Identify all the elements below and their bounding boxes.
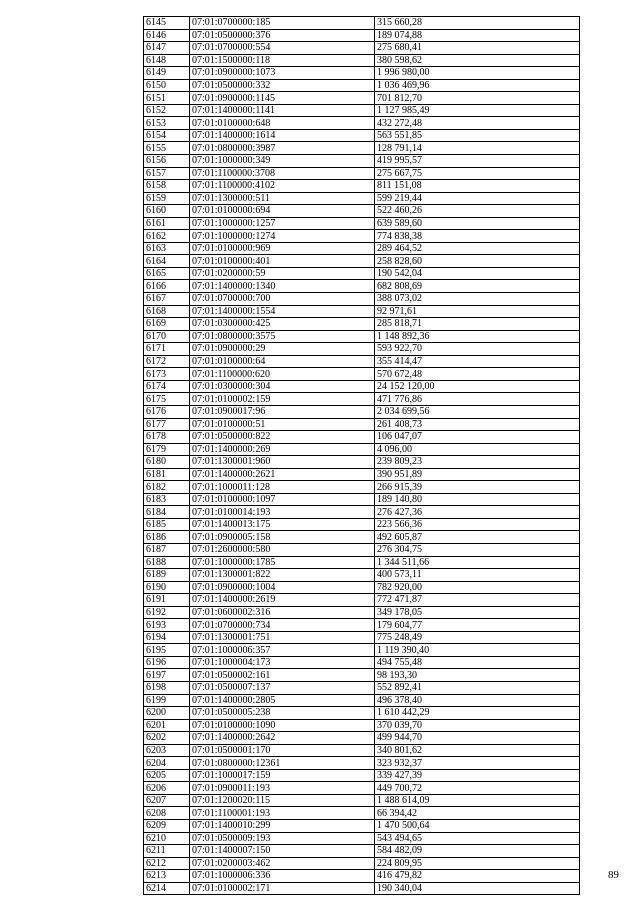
cadastral-number-cell: 07:01:0900000:29 — [190, 343, 375, 356]
cadastral-value-cell: 593 922,70 — [375, 343, 580, 356]
table-row — [144, 631, 580, 644]
table-row — [144, 355, 580, 368]
cadastral-value-cell: 275 680,41 — [375, 42, 580, 55]
cadastral-value-cell: 1 148 892,36 — [375, 330, 580, 343]
cadastral-value-table — [143, 16, 580, 895]
cadastral-number-cell: 07:01:1100000:4102 — [190, 180, 375, 193]
cadastral-number-cell: 07:01:0900000:1145 — [190, 92, 375, 105]
cadastral-value-cell: 224 809,95 — [375, 857, 580, 870]
cadastral-value-cell: 1 996 980,00 — [375, 67, 580, 80]
row-number-cell: 6165 — [144, 267, 190, 280]
cadastral-number-cell: 07:01:0500000:822 — [190, 431, 375, 444]
cadastral-value-cell: 563 551,85 — [375, 129, 580, 142]
row-number-cell: 6161 — [144, 217, 190, 230]
row-number-cell: 6190 — [144, 581, 190, 594]
cadastral-value-cell: 189 140,80 — [375, 493, 580, 506]
cadastral-number-cell: 07:01:1400013:175 — [190, 518, 375, 531]
cadastral-value-cell: 190 340,04 — [375, 882, 580, 895]
table-row — [144, 594, 580, 607]
cadastral-value-cell: 128 791,14 — [375, 142, 580, 155]
table-row — [144, 769, 580, 782]
table-row — [144, 882, 580, 895]
cadastral-value-cell: 276 427,36 — [375, 506, 580, 519]
cadastral-number-cell: 07:01:1300001:751 — [190, 631, 375, 644]
table-row — [144, 619, 580, 632]
cadastral-value-cell: 92 971,61 — [375, 305, 580, 318]
row-number-cell: 6179 — [144, 443, 190, 456]
cadastral-number-cell: 07:01:0700000:554 — [190, 42, 375, 55]
row-number-cell: 6184 — [144, 506, 190, 519]
row-number-cell: 6175 — [144, 393, 190, 406]
cadastral-value-cell: 772 471,87 — [375, 594, 580, 607]
cadastral-value-cell: 2 034 699,56 — [375, 405, 580, 418]
table-row — [144, 481, 580, 494]
row-number-cell: 6189 — [144, 569, 190, 582]
cadastral-number-cell: 07:01:0200003:462 — [190, 857, 375, 870]
cadastral-number-cell: 07:01:0500009:193 — [190, 832, 375, 845]
cadastral-number-cell: 07:01:1400000:2642 — [190, 732, 375, 745]
table-row — [144, 242, 580, 255]
cadastral-value-cell: 811 151,08 — [375, 180, 580, 193]
table-row — [144, 54, 580, 67]
cadastral-value-cell: 98 193,30 — [375, 669, 580, 682]
table-row — [144, 518, 580, 531]
table-row — [144, 744, 580, 757]
row-number-cell: 6150 — [144, 79, 190, 92]
row-number-cell: 6173 — [144, 368, 190, 381]
cadastral-number-cell: 07:01:2600000:580 — [190, 543, 375, 556]
cadastral-number-cell: 07:01:0500000:376 — [190, 29, 375, 42]
row-number-cell: 6163 — [144, 242, 190, 255]
row-number-cell: 6178 — [144, 431, 190, 444]
cadastral-number-cell: 07:01:0500000:332 — [190, 79, 375, 92]
cadastral-value-cell: 179 604,77 — [375, 619, 580, 632]
cadastral-number-cell: 07:01:1400007:150 — [190, 845, 375, 858]
table-row — [144, 343, 580, 356]
cadastral-number-cell: 07:01:1200020:115 — [190, 794, 375, 807]
row-number-cell: 6166 — [144, 280, 190, 293]
row-number-cell: 6194 — [144, 631, 190, 644]
row-number-cell: 6200 — [144, 707, 190, 720]
cadastral-value-cell: 276 304,75 — [375, 543, 580, 556]
table-row — [144, 267, 580, 280]
row-number-cell: 6207 — [144, 794, 190, 807]
cadastral-number-cell: 07:01:1400000:2805 — [190, 694, 375, 707]
row-number-cell: 6187 — [144, 543, 190, 556]
row-number-cell: 6146 — [144, 29, 190, 42]
cadastral-number-cell: 07:01:0100002:171 — [190, 882, 375, 895]
cadastral-number-cell: 07:01:1100000:3708 — [190, 167, 375, 180]
cadastral-number-cell: 07:01:0700000:734 — [190, 619, 375, 632]
cadastral-value-cell: 494 755,48 — [375, 656, 580, 669]
cadastral-number-cell: 07:01:0300000:425 — [190, 318, 375, 331]
table-row — [144, 79, 580, 92]
cadastral-value-cell: 471 776,86 — [375, 393, 580, 406]
cadastral-value-cell: 390 951,89 — [375, 468, 580, 481]
row-number-cell: 6191 — [144, 594, 190, 607]
cadastral-number-cell: 07:01:0800000:12361 — [190, 757, 375, 770]
table-row — [144, 531, 580, 544]
table-row — [144, 431, 580, 444]
cadastral-number-cell: 07:01:1100000:620 — [190, 368, 375, 381]
cadastral-number-cell: 07:01:0500002:161 — [190, 669, 375, 682]
table-row — [144, 29, 580, 42]
cadastral-value-cell: 682 808,69 — [375, 280, 580, 293]
table-row — [144, 368, 580, 381]
page-number: 89 — [608, 869, 619, 881]
row-number-cell: 6202 — [144, 732, 190, 745]
cadastral-value-cell: 552 892,41 — [375, 681, 580, 694]
table-row — [144, 42, 580, 55]
cadastral-number-cell: 07:01:0100000:1090 — [190, 719, 375, 732]
row-number-cell: 6167 — [144, 293, 190, 306]
row-number-cell: 6147 — [144, 42, 190, 55]
row-number-cell: 6154 — [144, 129, 190, 142]
table-row — [144, 832, 580, 845]
cadastral-number-cell: 07:01:1000006:336 — [190, 870, 375, 883]
cadastral-value-cell: 223 566,36 — [375, 518, 580, 531]
table-row — [144, 782, 580, 795]
table-row — [144, 305, 580, 318]
row-number-cell: 6185 — [144, 518, 190, 531]
row-number-cell: 6176 — [144, 405, 190, 418]
table-row — [144, 393, 580, 406]
table-row — [144, 17, 580, 30]
cadastral-number-cell: 07:01:1100001:193 — [190, 807, 375, 820]
table-row — [144, 293, 580, 306]
table-row — [144, 857, 580, 870]
table-row — [144, 820, 580, 833]
table-body — [144, 17, 580, 895]
row-number-cell: 6157 — [144, 167, 190, 180]
cadastral-value-cell: 315 660,28 — [375, 17, 580, 30]
row-number-cell: 6203 — [144, 744, 190, 757]
cadastral-number-cell: 07:01:0100014:193 — [190, 506, 375, 519]
row-number-cell: 6174 — [144, 380, 190, 393]
cadastral-value-cell: 106 047,07 — [375, 431, 580, 444]
cadastral-number-cell: 07:01:0100000:51 — [190, 418, 375, 431]
table-row — [144, 794, 580, 807]
row-number-cell: 6151 — [144, 92, 190, 105]
row-number-cell: 6169 — [144, 318, 190, 331]
table-row — [144, 280, 580, 293]
row-number-cell: 6149 — [144, 67, 190, 80]
row-number-cell: 6162 — [144, 230, 190, 243]
row-number-cell: 6212 — [144, 857, 190, 870]
table-row — [144, 117, 580, 130]
row-number-cell: 6181 — [144, 468, 190, 481]
row-number-cell: 6153 — [144, 117, 190, 130]
cadastral-number-cell: 07:01:0700000:185 — [190, 17, 375, 30]
cadastral-value-cell: 1 127 985,49 — [375, 104, 580, 117]
cadastral-number-cell: 07:01:0100000:648 — [190, 117, 375, 130]
cadastral-value-cell: 323 932,37 — [375, 757, 580, 770]
row-number-cell: 6183 — [144, 493, 190, 506]
cadastral-value-cell: 380 598,62 — [375, 54, 580, 67]
cadastral-value-cell: 522 460,26 — [375, 205, 580, 218]
cadastral-value-cell: 349 178,05 — [375, 606, 580, 619]
table-row — [144, 167, 580, 180]
table-row — [144, 870, 580, 883]
table-row — [144, 380, 580, 393]
table-row — [144, 543, 580, 556]
table-row — [144, 129, 580, 142]
row-number-cell: 6211 — [144, 845, 190, 858]
cadastral-number-cell: 07:01:0100002:159 — [190, 393, 375, 406]
cadastral-value-cell: 4 096,00 — [375, 443, 580, 456]
cadastral-number-cell: 07:01:1000011:128 — [190, 481, 375, 494]
cadastral-value-cell: 1 488 614,09 — [375, 794, 580, 807]
cadastral-number-cell: 07:01:0100000:969 — [190, 242, 375, 255]
cadastral-number-cell: 07:01:1000000:349 — [190, 155, 375, 168]
table-row — [144, 67, 580, 80]
cadastral-number-cell: 07:01:0500005:238 — [190, 707, 375, 720]
row-number-cell: 6170 — [144, 330, 190, 343]
table-row — [144, 656, 580, 669]
row-number-cell: 6171 — [144, 343, 190, 356]
cadastral-value-cell: 584 482,09 — [375, 845, 580, 858]
cadastral-value-cell: 775 248,49 — [375, 631, 580, 644]
table-row — [144, 418, 580, 431]
row-number-cell: 6158 — [144, 180, 190, 193]
cadastral-value-cell: 1 610 442,29 — [375, 707, 580, 720]
table-row — [144, 456, 580, 469]
row-number-cell: 6193 — [144, 619, 190, 632]
cadastral-value-cell: 261 408,73 — [375, 418, 580, 431]
cadastral-value-cell: 24 152 120,00 — [375, 380, 580, 393]
row-number-cell: 6148 — [144, 54, 190, 67]
row-number-cell: 6145 — [144, 17, 190, 30]
row-number-cell: 6182 — [144, 481, 190, 494]
cadastral-number-cell: 07:01:1000006:357 — [190, 644, 375, 657]
cadastral-value-cell: 449 700,72 — [375, 782, 580, 795]
table-row — [144, 142, 580, 155]
cadastral-value-cell: 599 219,44 — [375, 192, 580, 205]
table-row — [144, 255, 580, 268]
cadastral-value-cell: 701 812,70 — [375, 92, 580, 105]
cadastral-number-cell: 07:01:0900005:158 — [190, 531, 375, 544]
row-number-cell: 6206 — [144, 782, 190, 795]
table-row — [144, 732, 580, 745]
table-row — [144, 155, 580, 168]
table-row — [144, 493, 580, 506]
cadastral-value-cell: 639 589,60 — [375, 217, 580, 230]
cadastral-number-cell: 07:01:0500001:170 — [190, 744, 375, 757]
row-number-cell: 6198 — [144, 681, 190, 694]
table-row — [144, 719, 580, 732]
row-number-cell: 6208 — [144, 807, 190, 820]
row-number-cell: 6209 — [144, 820, 190, 833]
cadastral-value-cell: 285 818,71 — [375, 318, 580, 331]
cadastral-value-cell: 275 667,75 — [375, 167, 580, 180]
table-row — [144, 669, 580, 682]
cadastral-value-cell: 782 920,00 — [375, 581, 580, 594]
cadastral-number-cell: 07:01:1000000:1257 — [190, 217, 375, 230]
cadastral-value-cell: 570 672,48 — [375, 368, 580, 381]
cadastral-number-cell: 07:01:1400010:299 — [190, 820, 375, 833]
table-row — [144, 217, 580, 230]
cadastral-number-cell: 07:01:1400000:269 — [190, 443, 375, 456]
row-number-cell: 6164 — [144, 255, 190, 268]
row-number-cell: 6155 — [144, 142, 190, 155]
row-number-cell: 6210 — [144, 832, 190, 845]
table-row — [144, 694, 580, 707]
row-number-cell: 6159 — [144, 192, 190, 205]
cadastral-number-cell: 07:01:0100000:401 — [190, 255, 375, 268]
cadastral-number-cell: 07:01:0100000:694 — [190, 205, 375, 218]
cadastral-number-cell: 07:01:0300000:304 — [190, 380, 375, 393]
cadastral-number-cell: 07:01:1300001:960 — [190, 456, 375, 469]
cadastral-value-cell: 370 039,70 — [375, 719, 580, 732]
cadastral-value-cell: 339 427,39 — [375, 769, 580, 782]
row-number-cell: 6196 — [144, 656, 190, 669]
cadastral-number-cell: 07:01:1500000:118 — [190, 54, 375, 67]
row-number-cell: 6205 — [144, 769, 190, 782]
cadastral-value-cell: 388 073,02 — [375, 293, 580, 306]
table-row — [144, 707, 580, 720]
cadastral-number-cell: 07:01:0900000:1073 — [190, 67, 375, 80]
cadastral-number-cell: 07:01:1300000:511 — [190, 192, 375, 205]
cadastral-number-cell: 07:01:1400000:1141 — [190, 104, 375, 117]
table-row — [144, 569, 580, 582]
cadastral-number-cell: 07:01:1000000:1785 — [190, 556, 375, 569]
cadastral-number-cell: 07:01:1400000:2621 — [190, 468, 375, 481]
table-row — [144, 757, 580, 770]
row-number-cell: 6201 — [144, 719, 190, 732]
cadastral-number-cell: 07:01:1400000:2619 — [190, 594, 375, 607]
row-number-cell: 6160 — [144, 205, 190, 218]
cadastral-number-cell: 07:01:1400000:1614 — [190, 129, 375, 142]
cadastral-number-cell: 07:01:0600002:316 — [190, 606, 375, 619]
table-row — [144, 845, 580, 858]
cadastral-value-cell: 1 344 511,66 — [375, 556, 580, 569]
table-row — [144, 205, 580, 218]
cadastral-value-cell: 1 470 500,64 — [375, 820, 580, 833]
cadastral-value-cell: 355 414,47 — [375, 355, 580, 368]
table-row — [144, 230, 580, 243]
table-row — [144, 807, 580, 820]
cadastral-value-cell: 340 801,62 — [375, 744, 580, 757]
row-number-cell: 6180 — [144, 456, 190, 469]
table-row — [144, 92, 580, 105]
cadastral-value-cell: 1 036 469,96 — [375, 79, 580, 92]
row-number-cell: 6199 — [144, 694, 190, 707]
cadastral-value-cell: 416 479,82 — [375, 870, 580, 883]
cadastral-number-cell: 07:01:0100000:1097 — [190, 493, 375, 506]
cadastral-number-cell: 07:01:0200000:59 — [190, 267, 375, 280]
row-number-cell: 6172 — [144, 355, 190, 368]
cadastral-value-cell: 1 119 390,40 — [375, 644, 580, 657]
cadastral-value-cell: 419 995,57 — [375, 155, 580, 168]
cadastral-number-cell: 07:01:0900000:1004 — [190, 581, 375, 594]
cadastral-value-cell: 258 828,60 — [375, 255, 580, 268]
table-row — [144, 192, 580, 205]
cadastral-number-cell: 07:01:0800000:3987 — [190, 142, 375, 155]
table-row — [144, 581, 580, 594]
table-row — [144, 104, 580, 117]
table-row — [144, 405, 580, 418]
cadastral-number-cell: 07:01:0900011:193 — [190, 782, 375, 795]
cadastral-number-cell: 07:01:1300001:822 — [190, 569, 375, 582]
cadastral-number-cell: 07:01:1400000:1340 — [190, 280, 375, 293]
table-row — [144, 468, 580, 481]
cadastral-value-cell: 266 915,39 — [375, 481, 580, 494]
cadastral-number-cell: 07:01:1000000:1274 — [190, 230, 375, 243]
cadastral-number-cell: 07:01:0100000:64 — [190, 355, 375, 368]
cadastral-value-cell: 400 573,11 — [375, 569, 580, 582]
row-number-cell: 6168 — [144, 305, 190, 318]
cadastral-value-cell: 189 074,88 — [375, 29, 580, 42]
cadastral-value-cell: 543 494,65 — [375, 832, 580, 845]
table-row — [144, 330, 580, 343]
cadastral-number-cell: 07:01:0800000:3575 — [190, 330, 375, 343]
table-row — [144, 318, 580, 331]
table-row — [144, 443, 580, 456]
cadastral-value-cell: 499 944,70 — [375, 732, 580, 745]
row-number-cell: 6195 — [144, 644, 190, 657]
cadastral-value-cell: 190 542,04 — [375, 267, 580, 280]
row-number-cell: 6188 — [144, 556, 190, 569]
cadastral-number-cell: 07:01:0900017:96 — [190, 405, 375, 418]
cadastral-value-cell: 66 394,42 — [375, 807, 580, 820]
table-row — [144, 180, 580, 193]
cadastral-value-cell: 289 464,52 — [375, 242, 580, 255]
row-number-cell: 6177 — [144, 418, 190, 431]
cadastral-number-cell: 07:01:1000004:173 — [190, 656, 375, 669]
cadastral-value-cell: 239 809,23 — [375, 456, 580, 469]
row-number-cell: 6186 — [144, 531, 190, 544]
cadastral-number-cell: 07:01:0500007:137 — [190, 681, 375, 694]
table-row — [144, 556, 580, 569]
row-number-cell: 6156 — [144, 155, 190, 168]
row-number-cell: 6204 — [144, 757, 190, 770]
table-row — [144, 681, 580, 694]
cadastral-number-cell: 07:01:1400000:1554 — [190, 305, 375, 318]
table-row — [144, 644, 580, 657]
table-row — [144, 506, 580, 519]
cadastral-value-cell: 432 272,48 — [375, 117, 580, 130]
cadastral-value-cell: 774 838,38 — [375, 230, 580, 243]
cadastral-value-cell: 496 378,40 — [375, 694, 580, 707]
row-number-cell: 6213 — [144, 870, 190, 883]
table-row — [144, 606, 580, 619]
cadastral-value-cell: 492 605,87 — [375, 531, 580, 544]
row-number-cell: 6192 — [144, 606, 190, 619]
row-number-cell: 6197 — [144, 669, 190, 682]
cadastral-number-cell: 07:01:1000017:159 — [190, 769, 375, 782]
row-number-cell: 6152 — [144, 104, 190, 117]
row-number-cell: 6214 — [144, 882, 190, 895]
cadastral-number-cell: 07:01:0700000:700 — [190, 293, 375, 306]
